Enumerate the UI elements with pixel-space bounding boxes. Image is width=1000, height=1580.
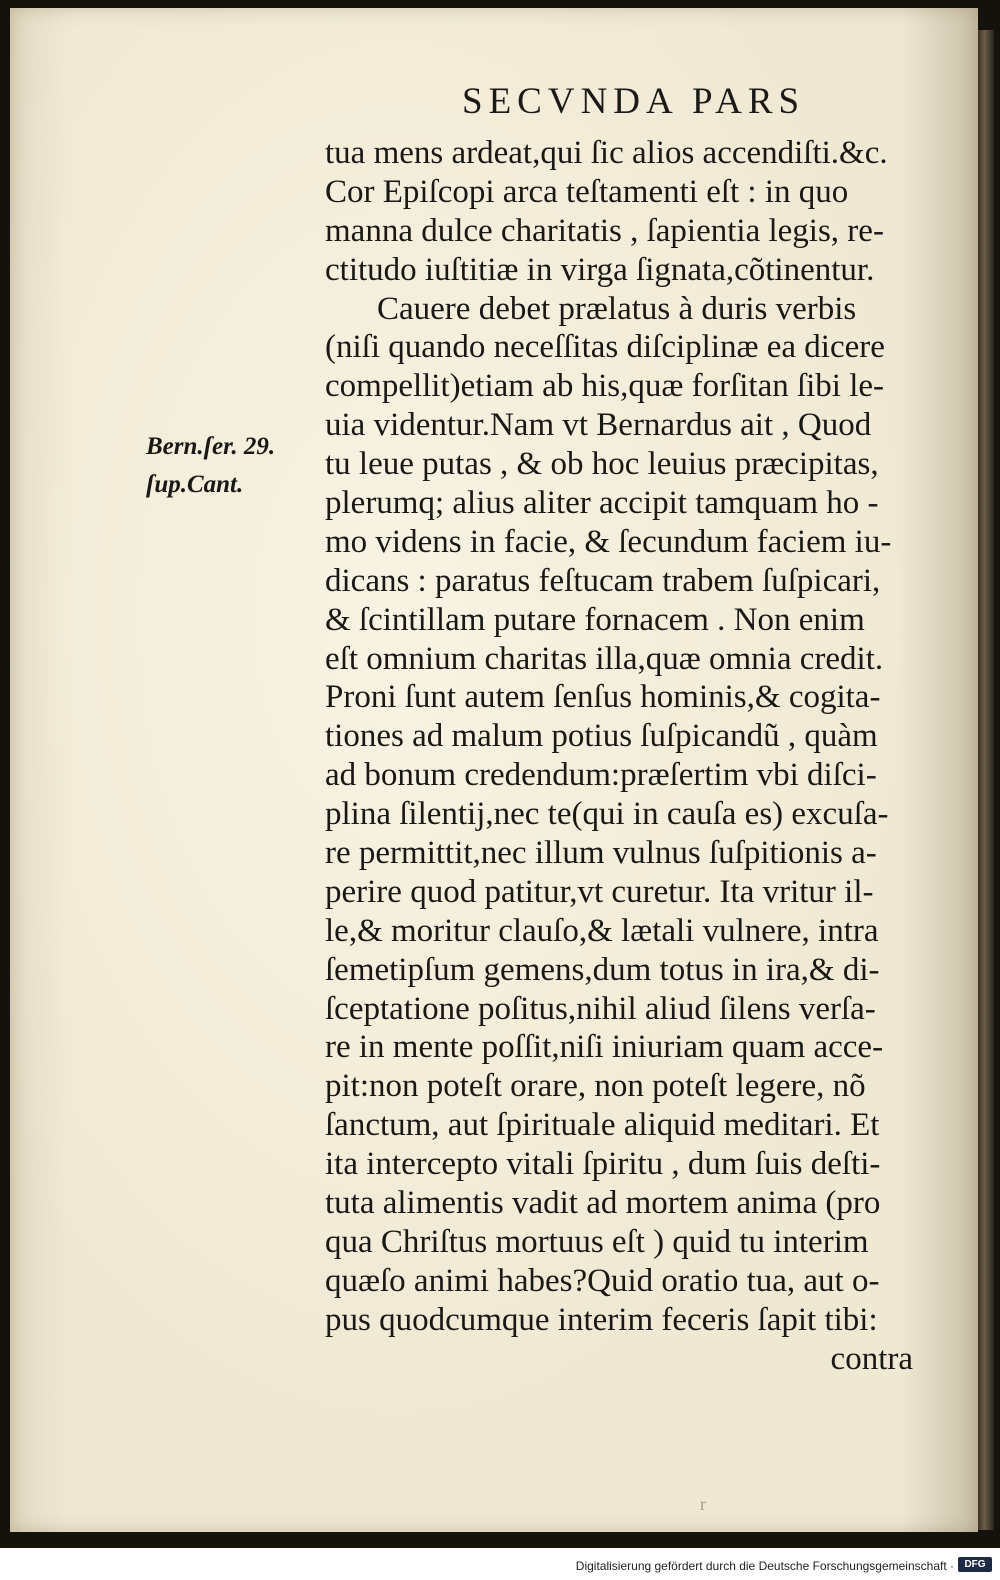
text-line: mo videns in facie, & ſecundum faciem iu- <box>325 523 892 560</box>
text-line: eſt omnium charitas illa,quæ omnia credit. <box>325 640 884 677</box>
dfg-logo: DFG <box>958 1557 992 1572</box>
footer-bar <box>0 1548 1000 1580</box>
text-line: le,& moritur clauſo,& lætali vulnere, intra <box>325 912 879 949</box>
text-line: (niſi quando neceſſitas diſciplinæ ea dicere <box>325 329 885 366</box>
text-line: ſemetipſum gemens,dum totus in ira,& di- <box>325 951 880 988</box>
text-line: tuta alimentis vadit ad mortem anima (pro <box>325 1185 881 1222</box>
text-line: re permittit,nec illum vulnus ſuſpitionis a- <box>325 835 877 872</box>
text-line: tua mens ardeat,qui ſic alios accendiſti.&c. <box>325 135 888 171</box>
book-edge <box>978 30 994 1530</box>
text-line: pit:non poteſt orare, non poteſt legere, nõ <box>325 1068 866 1105</box>
text-line: ad bonum credendum:præſertim vbi diſci- <box>325 757 877 794</box>
text-line: ſanctum, aut ſpirituale aliquid meditari. Et <box>325 1107 880 1144</box>
text-line: re in mente poſſit,niſi iniuriam quam acce- <box>325 1029 884 1066</box>
running-head: SECVNDA PARS <box>462 81 806 122</box>
marginal-note-line: ſup.Cant. <box>146 471 244 498</box>
text-line: quæſo animi habes?Quid oratio tua, aut o- <box>325 1262 880 1299</box>
marginal-note-line: Bern.ſer. 29. <box>146 433 276 460</box>
text-line: perire quod patitur,vt curetur. Ita vritur il- <box>325 873 874 910</box>
text-line: dicans : paratus feſtucam trabem ſuſpicari, <box>325 562 881 599</box>
text-line: Cor Epiſcopi arca teſtamenti eſt : in quo <box>325 173 849 210</box>
text-line: ita intercepto vitali ſpiritu , dum ſuis deſti- <box>325 1146 881 1183</box>
text-line: & ſcintillam putare fornacem . Non enim <box>325 601 865 638</box>
pencil-mark: r <box>700 1494 706 1514</box>
text-line: pus quodcumque interim feceris ſapit tibi: <box>325 1301 878 1338</box>
text-line: ſceptatione poſitus,nihil aliud ſilens verſa- <box>325 990 876 1027</box>
text-line: ctitudo iuſtitiæ in virga ſignata,cõtinentur. <box>325 251 875 288</box>
text-line: tiones ad malum potius ſuſpicandũ , quàm <box>325 718 878 755</box>
text-line: plina ſilentij,nec te(qui in cauſa es) excuſa- <box>325 796 889 833</box>
text-line: qua Chriſtus mortuus eſt ) quid tu interim <box>325 1223 869 1260</box>
marginal-note <box>146 428 275 504</box>
body-text <box>325 134 925 1379</box>
text-line: Cauere debet prælatus à duris verbis <box>377 290 857 327</box>
text-line: contra <box>830 1340 913 1377</box>
text-line: plerumq; alius aliter accipit tamquam ho - <box>325 485 879 522</box>
text-line: manna dulce charitatis , ſapientia legis, re- <box>325 212 884 249</box>
text-line: Proni ſunt autem ſenſus hominis,& cogita- <box>325 679 881 716</box>
text-line: compellit)etiam ab his,quæ forſitan ſibi le- <box>325 368 885 405</box>
funding-notice: Digitalisierung gefördert durch die Deutsche Forschungsgemeinschaft · <box>575 1559 954 1573</box>
text-line: tu leue putas , & ob hoc leuius præcipitas, <box>325 446 879 483</box>
text-line: uia videntur.Nam vt Bernardus ait , Quod <box>325 407 872 444</box>
